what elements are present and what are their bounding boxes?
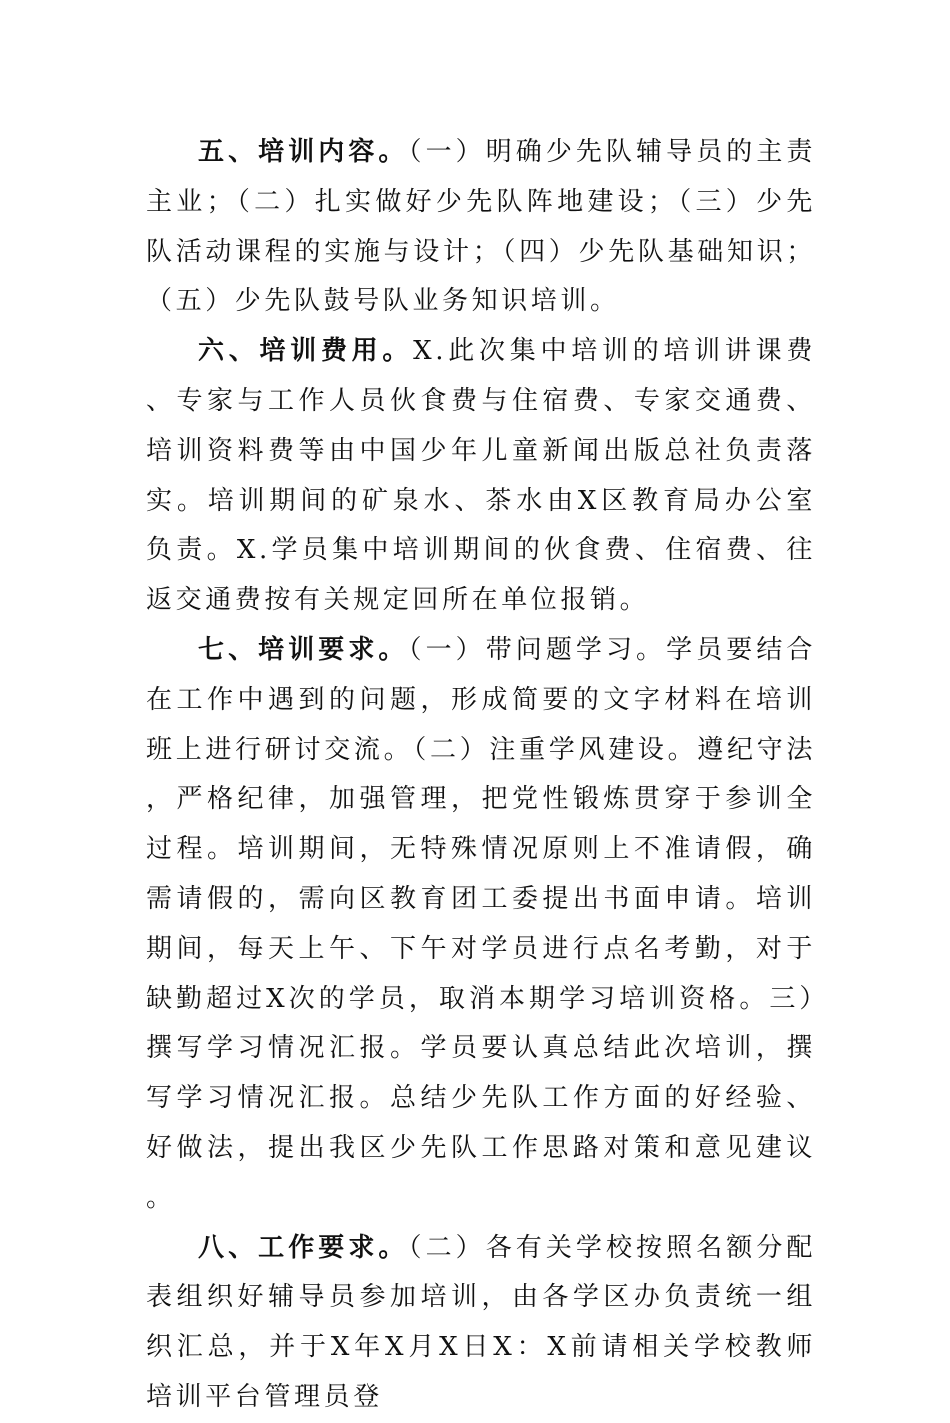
section-heading: 六、培训费用。: [198, 336, 414, 367]
section-body: （一）明确少先队辅导员的主责主业；（二）扎实做好少先队阵地建设；（三）少先队活动课程的实施与设计；（四）少先队基础知识；（五）少先队鼓号队业务知识培训。: [146, 137, 817, 317]
section-training-requirements: [146, 626, 816, 1224]
section-heading: 八、工作要求。: [198, 1232, 409, 1263]
section-training-content: [146, 128, 816, 327]
section-heading: 五、培训内容。: [198, 137, 409, 167]
section-body: （一）带问题学习。学员要结合在工作中遇到的问题，形成简要的文字材料在培训班上进行研讨交流。（二）注重学风建设。遵纪守法，严格纪律，加强管理，把党性锻炼贯穿于参训全过程。培训期间，无特殊情况原则上不准请假，确需请假的，需向区教育团工委提出书面申请。培训期间，每天上午、下午对学员进行点名考勤，对于缺勤超过X次的学员，取消本期学习培训资格。三）撰写学习情况汇报。学员要认真总结此次培训，撰写学习情况汇报。总结少先队工作方面的好经验、好做法，提出我区少先队工作思路对策和意见建议。: [146, 634, 817, 1213]
document-body: [146, 128, 816, 1423]
section-training-fees: [146, 327, 816, 626]
section-body: X.此次集中培训的培训讲课费、专家与工作人员伙食费与住宿费、专家交通费、培训资料费等由中国少年儿童新闻出版总社负责落实。培训期间的矿泉水、茶水由X区教育局办公室负责。X.学员集中培训期间的伙食费、住宿费、往返交通费按有关规定回所在单位报销。: [146, 336, 816, 616]
section-body: （二）各有关学校按照名额分配表组织好辅导员参加培训，由各学区办负责统一组织汇总，并于X年X月X日X：X前请相关学校教师培训平台管理员登: [146, 1232, 817, 1412]
section-heading: 七、培训要求。: [198, 634, 409, 665]
section-work-requirements: [146, 1224, 816, 1423]
